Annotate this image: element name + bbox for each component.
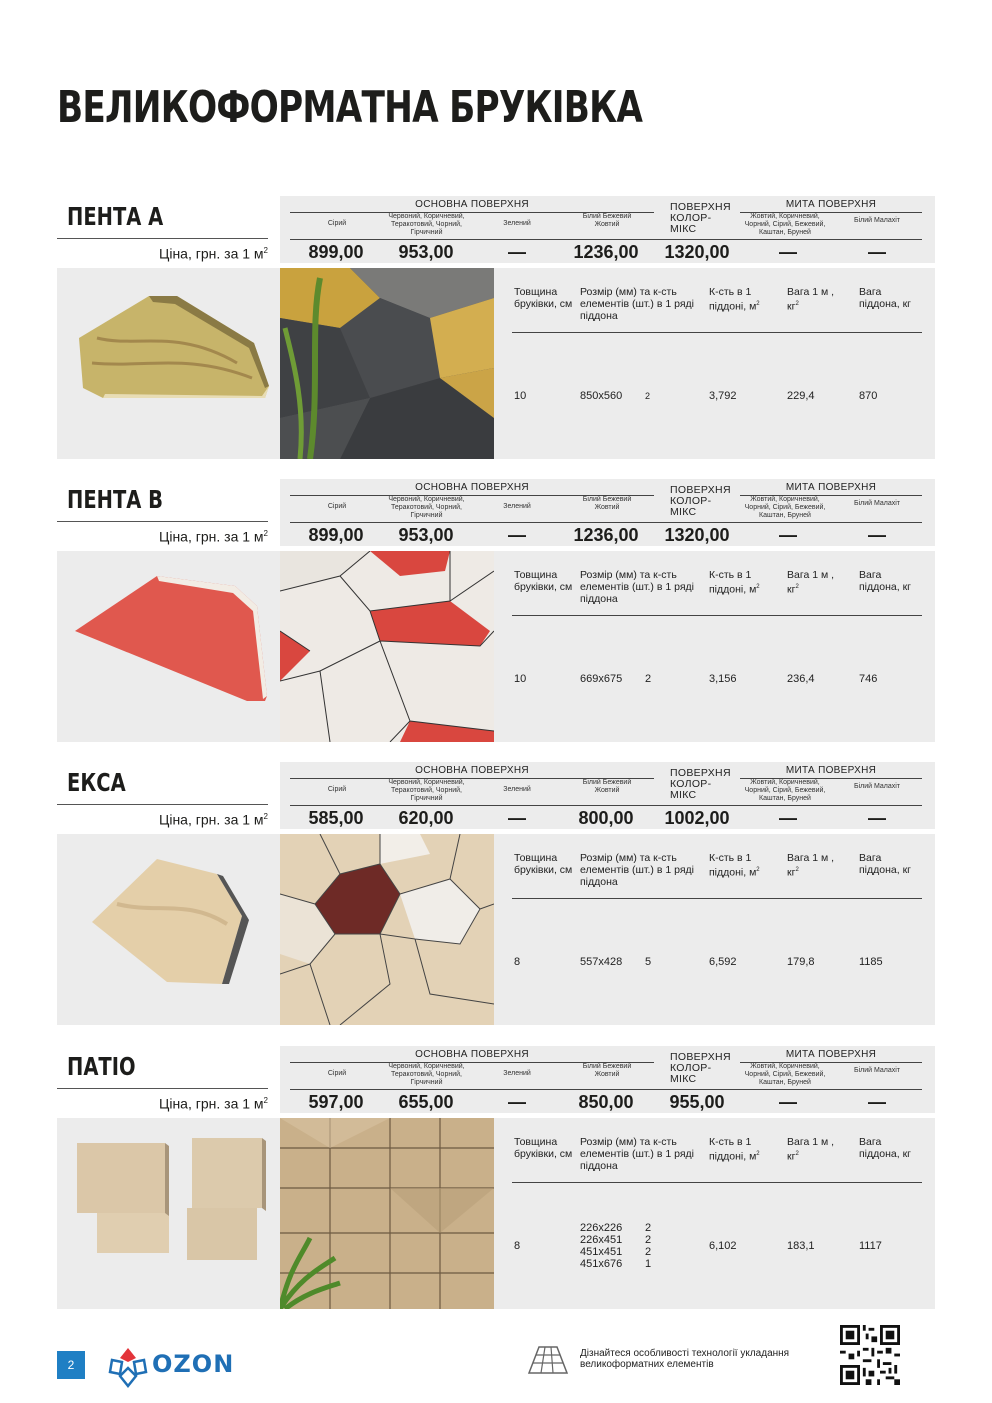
group-kolor-mix: ПОВЕРХНЯ КОЛОР-МІКС (670, 484, 731, 518)
spec-header-size: Розмір (мм) та к-сть елементів (шт.) в 1 ряді піддона (580, 286, 694, 322)
paving-tile-icon (57, 268, 280, 459)
divider (57, 238, 268, 239)
price-value: 953,00 (398, 242, 454, 262)
price-value: — (868, 1092, 886, 1112)
price-value: — (868, 808, 886, 828)
price-value: 1236,00 (573, 242, 639, 262)
product-2 (57, 479, 935, 742)
count-value: 2 (645, 1234, 652, 1246)
spec-header-thickness: Товщина бруківки, см (514, 1136, 573, 1160)
group-washed-surface: МИТА ПОВЕРХНЯ (785, 1049, 877, 1060)
m2-per-pallet-value: 6,592 (709, 956, 737, 968)
group-washed-surface: МИТА ПОВЕРХНЯ (785, 199, 877, 210)
thickness-value: 10 (514, 390, 527, 402)
subheader-white: Білий Бежевий Жовтий (582, 213, 632, 228)
size-value: 451x676 (580, 1258, 623, 1270)
ozon-logo-icon (106, 1344, 150, 1388)
price-value: — (508, 242, 526, 262)
group-main-surface: ОСНОВНА ПОВЕРХНЯ (415, 199, 529, 210)
divider (512, 898, 922, 899)
product-4 (57, 1046, 935, 1309)
subheader-green: Зелений (503, 220, 531, 227)
subheader-green: Зелений (503, 503, 531, 510)
price-value: — (779, 242, 797, 262)
paving-photo-icon (280, 834, 494, 1025)
divider (290, 522, 922, 523)
thickness-value: 8 (514, 1240, 521, 1252)
size-value: 451x451 (580, 1246, 623, 1258)
count-value: 1 (645, 1258, 652, 1270)
product-name: ПЕНТА В (67, 485, 164, 514)
price-value: 585,00 (308, 808, 364, 828)
weight-m2-value: 179,8 (787, 956, 815, 968)
thickness-value: 8 (514, 956, 521, 968)
footer-note: Дізнайтеся особливості технології укладання великоформатних елементів (580, 1348, 790, 1370)
weight-pallet-value: 746 (859, 673, 878, 685)
group-main-surface: ОСНОВНА ПОВЕРХНЯ (415, 1049, 529, 1060)
spec-header-weight_m2: Вага 1 м , $кг^2$ (787, 286, 835, 313)
price-value: — (779, 525, 797, 545)
price-value: — (508, 808, 526, 828)
spec-header-m2: К-сть в 1 піддоні, $м^2$ (709, 852, 760, 879)
spec-header-weight_m2: Вага 1 м , $кг^2$ (787, 852, 835, 879)
m2-per-pallet-value: 3,156 (709, 673, 737, 685)
group-kolor-mix: ПОВЕРХНЯ КОЛОР-МІКС (670, 767, 731, 801)
price-value: 899,00 (308, 242, 364, 262)
product-name: ПАТІО (67, 1052, 136, 1081)
size-value: 226x226 (580, 1222, 623, 1234)
weight-pallet-value: 1117 (859, 1240, 882, 1252)
size-value: 669x675 (580, 673, 623, 685)
subheader-red: Червоний, Коричневий, Теракотовий, Чорний, Гірчичний (388, 779, 465, 802)
count-value: 2 (645, 1222, 652, 1234)
subheader-myta1: Жовтий, Коричневий, Чорний, Сірий, Бежевий, Каштан, Бруней (744, 1063, 826, 1086)
paving-photo-icon (280, 268, 494, 459)
m2-per-pallet-value: 6,102 (709, 1240, 737, 1252)
size-value: 850x560 (580, 390, 623, 402)
product-1 (57, 196, 935, 459)
divider (290, 805, 922, 806)
product-name: ЕКСА (67, 768, 126, 797)
divider (512, 332, 922, 333)
subheader-myta2: Білий Малахіт (853, 1067, 901, 1074)
subheader-grey: Сірий (327, 786, 347, 793)
price-value: 850,00 (578, 1092, 634, 1112)
group-kolor-mix: ПОВЕРХНЯ КОЛОР-МІКС (670, 1051, 731, 1085)
spec-header-size: Розмір (мм) та к-сть елементів (шт.) в 1 ряді піддона (580, 852, 694, 888)
paving-photo-icon (280, 551, 494, 742)
subheader-white: Білий Бежевий Жовтий (582, 496, 632, 511)
weight-m2-value: 236,4 (787, 673, 815, 685)
price-value: 655,00 (398, 1092, 454, 1112)
divider (57, 804, 268, 805)
price-value: — (779, 1092, 797, 1112)
price-label: Ціна, грн. за 1 $м^2$ (158, 811, 268, 828)
price-value: 1236,00 (573, 525, 639, 545)
weight-pallet-value: 1185 (859, 956, 883, 968)
price-value: 800,00 (578, 808, 634, 828)
price-value: 953,00 (398, 525, 454, 545)
spec-header-weight_m2: Вага 1 м , $кг^2$ (787, 1136, 835, 1163)
paving-tile-icon (57, 1118, 280, 1309)
size-value: 557x428 (580, 956, 623, 968)
subheader-myta1: Жовтий, Коричневий, Чорний, Сірий, Бежевий, Каштан, Бруней (744, 779, 826, 802)
subheader-myta1: Жовтий, Коричневий, Чорний, Сірий, Бежевий, Каштан, Бруней (744, 496, 826, 519)
m2-per-pallet-value: 3,792 (709, 390, 737, 402)
price-value: 955,00 (669, 1092, 725, 1112)
group-main-surface: ОСНОВНА ПОВЕРХНЯ (415, 765, 529, 776)
spec-header-weight_m2: Вага 1 м , $кг^2$ (787, 569, 835, 596)
group-washed-surface: МИТА ПОВЕРХНЯ (785, 482, 877, 493)
paving-tile-icon (57, 834, 280, 1025)
subheader-grey: Сірий (327, 503, 347, 510)
price-value: 620,00 (398, 808, 454, 828)
subheader-red: Червоний, Коричневий, Теракотовий, Чорний, Гірчичний (388, 1063, 465, 1086)
divider (57, 1088, 268, 1089)
product-3 (57, 762, 935, 1025)
spec-header-weight_pallet: Вага піддона, кг (859, 569, 912, 593)
thickness-value: 10 (514, 673, 527, 685)
price-value: — (868, 525, 886, 545)
subheader-red: Червоний, Коричневий, Теракотовий, Чорний, Гірчичний (388, 213, 465, 236)
subheader-myta1: Жовтий, Коричневий, Чорний, Сірий, Бежевий, Каштан, Бруней (744, 213, 826, 236)
divider (290, 239, 922, 240)
paving-tile-icon (57, 551, 280, 742)
paving-photo-icon (280, 1118, 494, 1309)
price-value: 1320,00 (664, 242, 730, 262)
price-label: Ціна, грн. за 1 $м^2$ (158, 528, 268, 545)
price-value: — (508, 1092, 526, 1112)
spec-header-m2: К-сть в 1 піддоні, $м^2$ (709, 1136, 760, 1163)
subheader-green: Зелений (503, 786, 531, 793)
spec-header-m2: К-сть в 1 піддоні, $м^2$ (709, 569, 760, 596)
price-value: — (868, 242, 886, 262)
divider (512, 615, 922, 616)
price-value: 597,00 (308, 1092, 364, 1112)
subheader-myta2: Білий Малахіт (853, 783, 901, 790)
subheader-myta2: Білий Малахіт (853, 217, 901, 224)
spec-header-weight_pallet: Вага піддона, кг (859, 1136, 912, 1160)
spec-header-thickness: Товщина бруківки, см (514, 852, 573, 876)
spec-header-thickness: Товщина бруківки, см (514, 569, 573, 593)
group-main-surface: ОСНОВНА ПОВЕРХНЯ (415, 482, 529, 493)
ozon-logo-text: OZON (152, 1350, 235, 1378)
page-title: ВЕЛИКОФОРМАТНА БРУКІВКА (57, 82, 643, 133)
subheader-white: Білий Бежевий Жовтий (582, 1063, 632, 1078)
group-kolor-mix: ПОВЕРХНЯ КОЛОР-МІКС (670, 201, 731, 235)
spec-header-size: Розмір (мм) та к-сть елементів (шт.) в 1 ряді піддона (580, 1136, 694, 1172)
count-value: 5 (645, 956, 652, 968)
spec-header-m2: К-сть в 1 піддоні, $м^2$ (709, 286, 760, 313)
weight-m2-value: 183,1 (787, 1240, 815, 1252)
price-label: Ціна, грн. за 1 $м^2$ (158, 245, 268, 262)
price-value: 1320,00 (664, 525, 730, 545)
weight-m2-value: 229,4 (787, 390, 815, 402)
price-value: 1002,00 (664, 808, 730, 828)
divider (290, 1089, 922, 1090)
subheader-grey: Сірий (327, 1070, 347, 1077)
count-value: 2 (645, 391, 651, 401)
spec-header-weight_pallet: Вага піддона, кг (859, 852, 912, 876)
paving-icon (527, 1345, 569, 1375)
divider (512, 1182, 922, 1183)
subheader-green: Зелений (503, 1070, 531, 1077)
price-value: — (779, 808, 797, 828)
subheader-myta2: Білий Малахіт (853, 500, 901, 507)
weight-pallet-value: 870 (859, 390, 878, 402)
count-value: 2 (645, 1246, 652, 1258)
price-label: Ціна, грн. за 1 $м^2$ (158, 1095, 268, 1112)
product-name: ПЕНТА А (67, 202, 164, 231)
qr-code-icon[interactable] (840, 1325, 900, 1385)
spec-header-thickness: Товщина бруківки, см (514, 286, 573, 310)
size-value: 226x451 (580, 1234, 623, 1246)
page-number: 2 (57, 1351, 85, 1379)
group-washed-surface: МИТА ПОВЕРХНЯ (785, 765, 877, 776)
subheader-grey: Сірий (327, 220, 347, 227)
count-value: 2 (645, 673, 652, 685)
price-value: 899,00 (308, 525, 364, 545)
spec-header-weight_pallet: Вага піддона, кг (859, 286, 912, 310)
divider (57, 521, 268, 522)
subheader-red: Червоний, Коричневий, Теракотовий, Чорний, Гірчичний (388, 496, 465, 519)
subheader-white: Білий Бежевий Жовтий (582, 779, 632, 794)
price-value: — (508, 525, 526, 545)
spec-header-size: Розмір (мм) та к-сть елементів (шт.) в 1 ряді піддона (580, 569, 694, 605)
